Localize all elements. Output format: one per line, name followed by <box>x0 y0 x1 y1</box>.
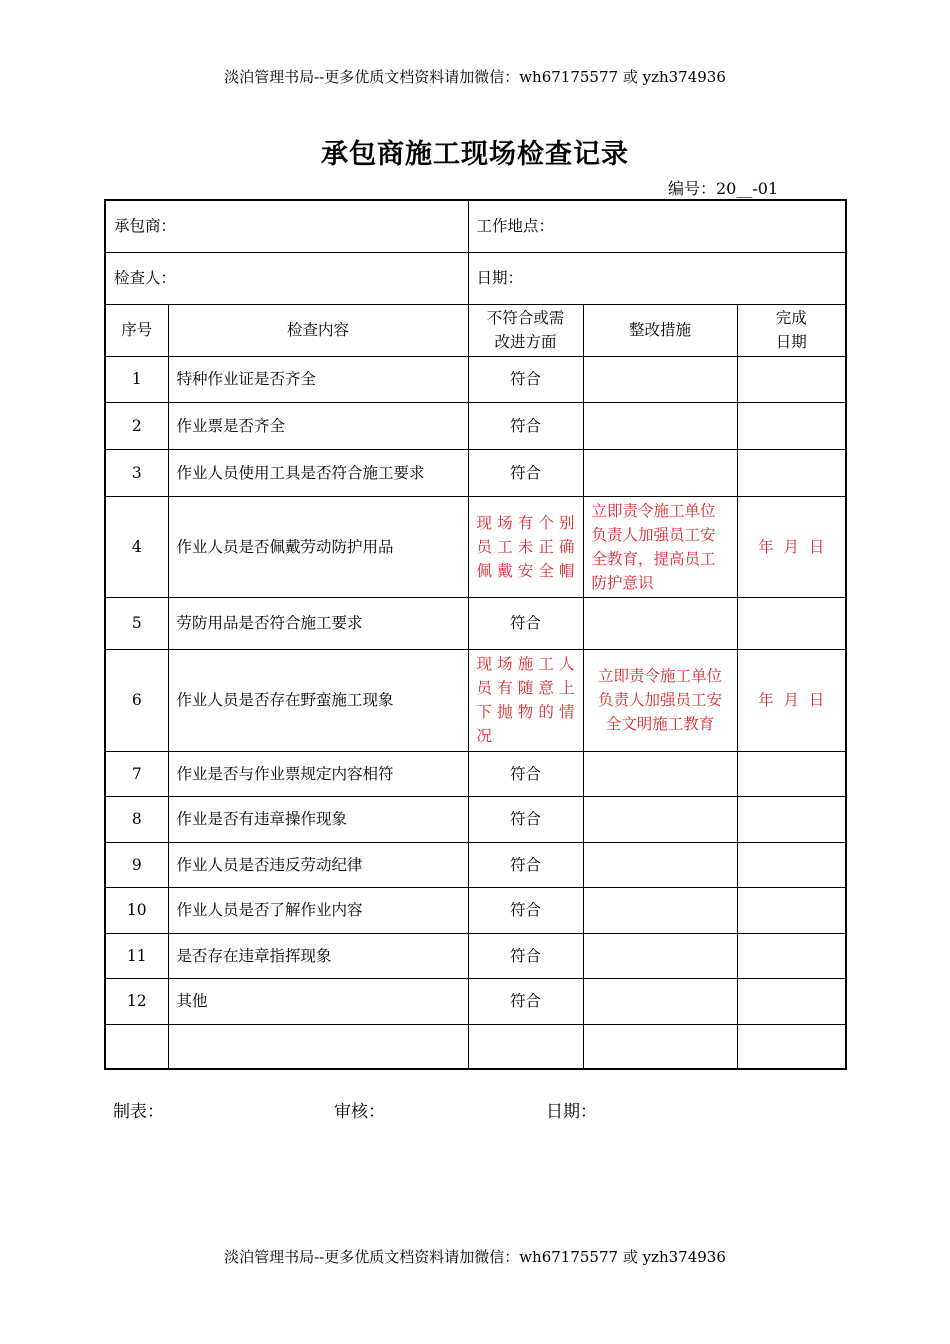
page-title: 承包商施工现场检查记录 <box>321 139 629 170</box>
work-site-field: 工作地点： <box>468 201 845 252</box>
table-row: 5 劳防用品是否符合施工要求 符合 <box>106 597 845 649</box>
issue-cell: 现场施工人 员有随意上 下抛物的情 况 <box>468 649 583 751</box>
col-issue: 不符合或需 改进方面 <box>468 304 583 356</box>
reviewer-label: 审核： <box>334 1102 385 1122</box>
done-date-cell: 年 月 日 <box>737 496 845 597</box>
col-measure: 整改措施 <box>583 304 737 356</box>
table-row: 6 作业人员是否存在野蛮施工现象 现场施工人 员有随意上 下抛物的情 况 立即责令施工单位 负责人加强员工安 全文明施工教育 年 月 日 <box>106 649 845 751</box>
header-watermark: 淡泊管理书局--更多优质文档资料请加微信：wh67175577 或 yzh374936 <box>224 68 726 86</box>
done-date-cell: 年 月 日 <box>737 649 845 751</box>
measure-cell: 立即责令施工单位 负责人加强员工安 全教育，提高员工 防护意识 <box>583 496 737 597</box>
inspection-table <box>104 199 847 1070</box>
table-row: 7 作业是否与作业票规定内容相符 符合 <box>106 751 845 796</box>
issue-cell: 现场有个别 员工未正确 佩戴安全帽 <box>468 496 583 597</box>
table-row: 2 作业票是否齐全 符合 <box>106 402 845 449</box>
footer-watermark: 淡泊管理书局--更多优质文档资料请加微信：wh67175577 或 yzh374936 <box>224 1248 726 1266</box>
table-row: 9 作业人员是否违反劳动纪律 符合 <box>106 842 845 887</box>
table-row: 12 其他 符合 <box>106 978 845 1024</box>
table-row: 11 是否存在违章指挥现象 符合 <box>106 933 845 978</box>
maker-label: 制表： <box>113 1102 164 1122</box>
table-row: 4 作业人员是否佩戴劳动防护用品 现场有个别 员工未正确 佩戴安全帽 立即责令施工单位 负责人加强员工安 全教育，提高员工 防护意识 年 月 日 <box>106 496 845 597</box>
table-row: 1 特种作业证是否齐全 符合 <box>106 356 845 402</box>
contractor-field: 承包商： <box>106 201 468 252</box>
table-row: 10 作业人员是否了解作业内容 符合 <box>106 887 845 933</box>
inspector-field: 检查人： <box>106 252 468 304</box>
col-no: 序号 <box>106 304 168 356</box>
measure-cell: 立即责令施工单位 负责人加强员工安 全文明施工教育 <box>583 649 737 751</box>
date-field: 日期： <box>468 252 845 304</box>
table-row: 3 作业人员使用工具是否符合施工要求 符合 <box>106 449 845 496</box>
doc-number: 编号：20__-01 <box>668 179 779 198</box>
sign-date-label: 日期： <box>546 1102 597 1122</box>
col-content: 检查内容 <box>168 304 468 356</box>
table-row: 8 作业是否有违章操作现象 符合 <box>106 796 845 842</box>
table-row <box>106 1024 845 1069</box>
col-done-date: 完成 日期 <box>737 304 845 356</box>
